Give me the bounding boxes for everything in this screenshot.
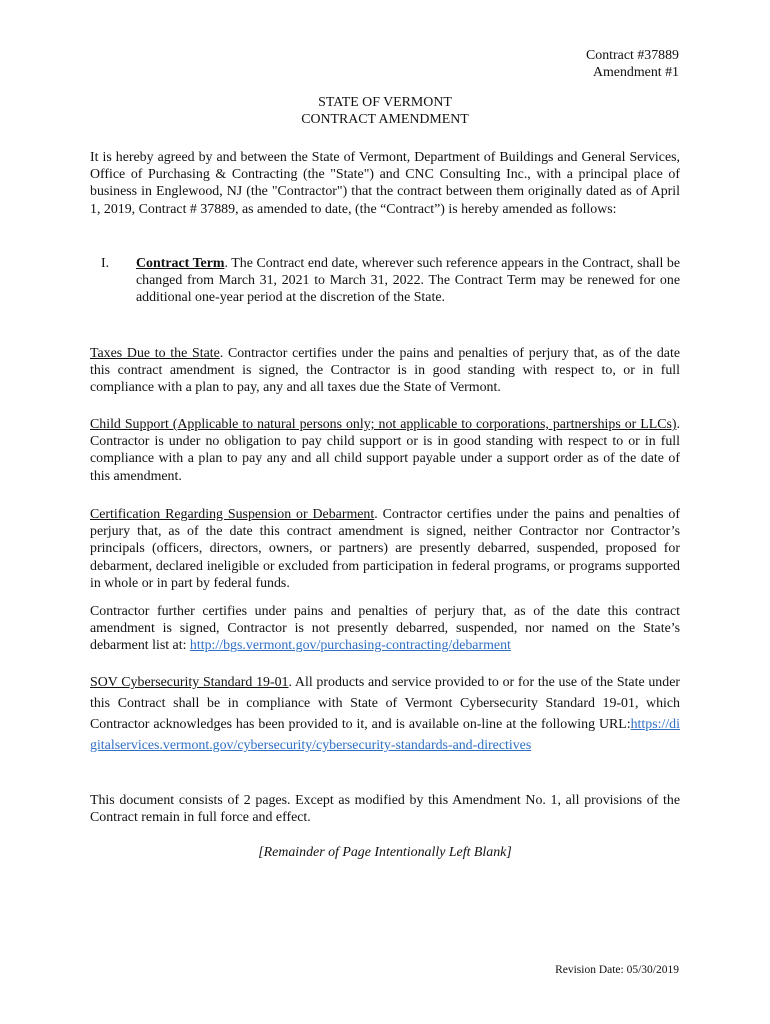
cybersecurity-standards-link[interactable]: https://digitalservices.vermont.gov/cybersecurity/cybersecurity-standards-and-directives	[90, 717, 680, 753]
taxes-heading: Taxes Due to the State	[90, 346, 220, 361]
debarment-list-link[interactable]: http://bgs.vermont.gov/purchasing-contracting/debarment	[189, 638, 511, 654]
cybersecurity-paragraph	[90, 672, 680, 756]
title-line-1: STATE OF VERMONT	[318, 95, 452, 110]
item-numeral: I.	[101, 256, 110, 271]
child-support-paragraph	[90, 416, 680, 485]
intro-paragraph: It is hereby agreed by and between the State of Vermont, Department of Buildings and General Services, Office of Purchasing & Contracting (the "State") and CNC Consulting Inc., with a principal place of business in Englewood, NJ (the "Contractor") that the contract between them originally dated as of April 1, 2019, Contract # 37889, as amended to date, (the “Contract”) is hereby amended as follows:	[90, 150, 680, 217]
title-line-2: CONTRACT AMENDMENT	[301, 112, 469, 127]
item-body	[136, 255, 680, 307]
amendment-number: Amendment #1	[592, 65, 679, 80]
remainder-note: [Remainder of Page Intentionally Left Blank]	[258, 845, 512, 860]
cybersecurity-text: . All products and service provided to or for the use of the State under this Contract shall be in compliance with State of Vermont Cybersecurity Standard 19-01, which Contractor acknowledges has been provided to it, and is available on-line at the following URL:	[90, 675, 680, 732]
child-support-heading: Child Support (Applicable to natural persons only; not applicable to corporations, partnerships or LLCs)	[90, 417, 677, 432]
item-title: Contract Term	[136, 256, 225, 271]
debarment-paragraph	[90, 506, 680, 592]
contract-header	[586, 47, 679, 81]
taxes-paragraph	[90, 345, 680, 397]
debarment-heading: Certification Regarding Suspension or Debarment	[90, 507, 375, 522]
closing-paragraph: This document consists of 2 pages. Except as modified by this Amendment No. 1, all provisions of the Contract remain in full force and effect.	[90, 793, 680, 826]
debarment-further-text: Contractor further certifies under pains and penalties of perjury that, as of the date this contract amendment is signed, Contractor is not presently debarred, suspended, nor named on the State’s debarment list at:	[90, 604, 680, 654]
revision-date: Revision Date: 05/30/2019	[555, 964, 679, 976]
child-support-text: . Contractor is under no obligation to pay child support or is in good standing with respect to or in full compliance with a plan to pay any and all child support payable under a support order as of the date of this amendment.	[90, 417, 680, 484]
debarment-text: . Contractor certifies under the pains and penalties of perjury that, as of the date this contract amendment is signed, neither Contractor nor Contractor’s principals (officers, directors, owners, or partners) are presently debarred, suspended, proposed for debarment, declared ineligible or excluded from participation in federal programs, or programs supported in whole or in part by federal funds.	[90, 507, 680, 591]
contract-number: Contract #37889	[586, 48, 679, 63]
cybersecurity-heading: SOV Cybersecurity Standard 19-01	[90, 675, 289, 690]
item-text: . The Contract end date, wherever such reference appears in the Contract, shall be changed from March 31, 2021 to March 31, 2022. The Contract Term may be renewed for one additional one-year period at the discretion of the State.	[136, 256, 681, 306]
document-title	[0, 94, 770, 128]
debarment-further-paragraph	[90, 603, 680, 655]
taxes-text: . Contractor certifies under the pains and penalties of perjury that, as of the date this contract amendment is signed, the Contractor is in good standing with respect to, or in full compliance with a plan to pay, any and all taxes due the State of Vermont.	[90, 346, 680, 396]
